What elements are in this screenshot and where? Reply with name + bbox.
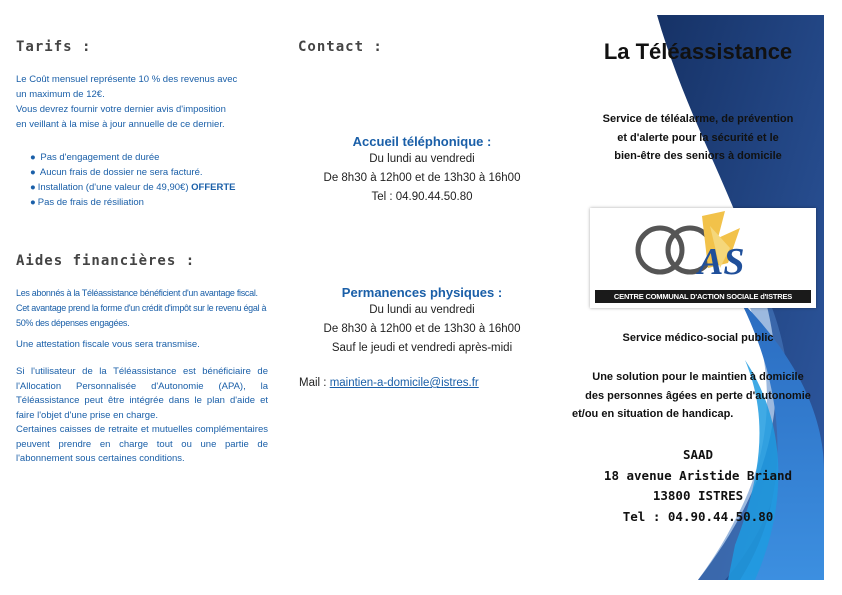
ccas-logo-banner: CENTRE COMMUNAL D'ACTION SOCIALE d'ISTRES [613,292,793,301]
logo-as-text: AS [698,241,745,283]
bullet-icon: ● [30,152,36,163]
cover-subtitle [572,110,824,166]
permanences-heading: Permanences physiques : [341,285,503,300]
tarifs-line: en veillant à la mise à jour annuelle de ce dernier. [16,119,225,130]
accueil-phone: Tel : 04.90.44.50.80 [371,191,473,203]
permanences-line: Du lundi au vendredi [369,304,475,316]
subtitle-line: bien-être des seniors à domicile [614,150,782,162]
mail-label: Mail : [299,377,327,389]
offerte-label: OFFERTE [191,182,236,193]
permanences-line: De 8h30 à 12h00 et de 13h30 à 16h00 [323,323,521,335]
bullet-text: Aucun frais de dossier ne sera facturé. [39,167,203,178]
subtitle-line: et d'alerte pour la sécurité et le [617,131,779,144]
tarifs-line: Vous devrez fournir votre dernier avis d'imposition [16,104,226,115]
tarifs-line: un maximum de 12€. [16,89,105,100]
aides-title: Aides financières : [16,253,196,269]
solution-line: des personnes âgées en perte d'autonomie [585,389,811,402]
ccas-logo [590,208,816,308]
subtitle-line: Service de téléalarme, de prévention [602,113,794,125]
address-line: SAAD [682,447,714,462]
solution-line: et/ou en situation de handicap. [572,408,734,420]
address-block [572,445,824,527]
aides-paragraph: Certaines caisses de retraite et mutuelles complémentaires peuvent prendre en charge tout ou une partie de l'abonnement sous certaines conditions. [16,424,268,464]
aides-paragraph: Les abonnés à la Téléassistance bénéficient d'un avantage fiscal. Cet avantage prend la forme d'un crédit d'impôt sur le revenu égal à 50% des dépenses engagées. [16,288,267,328]
accueil-heading: Accueil téléphonique : [352,134,492,149]
aides-paragraph: Une attestation fiscale vous sera transmise. [16,339,200,350]
address-line: 18 avenue Aristide Briand [603,467,793,483]
permanences-line: Sauf le jeudi et vendredi après-midi [331,342,513,354]
bullet-text: Pas d'engagement de durée [40,152,160,163]
aides-paragraph: Si l'utilisateur de la Téléassistance est bénéficiaire de l'Allocation Personnalisée d'Autonomie (APA), la Téléassistance peut être intégrée dans le plan d'aide et faire l'objet d'une prise en charge. [16,366,268,421]
bullet-icon: ● [30,182,36,193]
tarifs-line: Le Coût mensuel représente 10 % des revenus avec [16,74,238,85]
contact-title: Contact : [298,39,383,55]
cover-title: La Téléassistance [603,39,793,64]
solution-line: Une solution pour le maintien à domicile [592,371,804,383]
bullet-icon: ● [30,167,36,178]
bullet-text: Pas de frais de résiliation [37,197,144,208]
bullet-icon: ● [30,197,36,208]
mail-link[interactable]: maintien-a-domicile@istres.fr [329,377,479,389]
bullet-text: Installation (d'une valeur de 49,90€) [37,182,189,193]
address-phone: Tel : 04.90.44.50.80 [622,508,774,524]
accueil-line: De 8h30 à 12h00 et de 13h30 à 16h00 [323,172,521,184]
solution-text [572,368,824,424]
tarifs-title: Tarifs : [16,39,92,55]
address-line: 13800 ISTRES [652,488,744,503]
service-label: Service médico-social public [622,332,774,344]
accueil-line: Du lundi au vendredi [369,153,475,165]
cover-column [572,0,824,595]
